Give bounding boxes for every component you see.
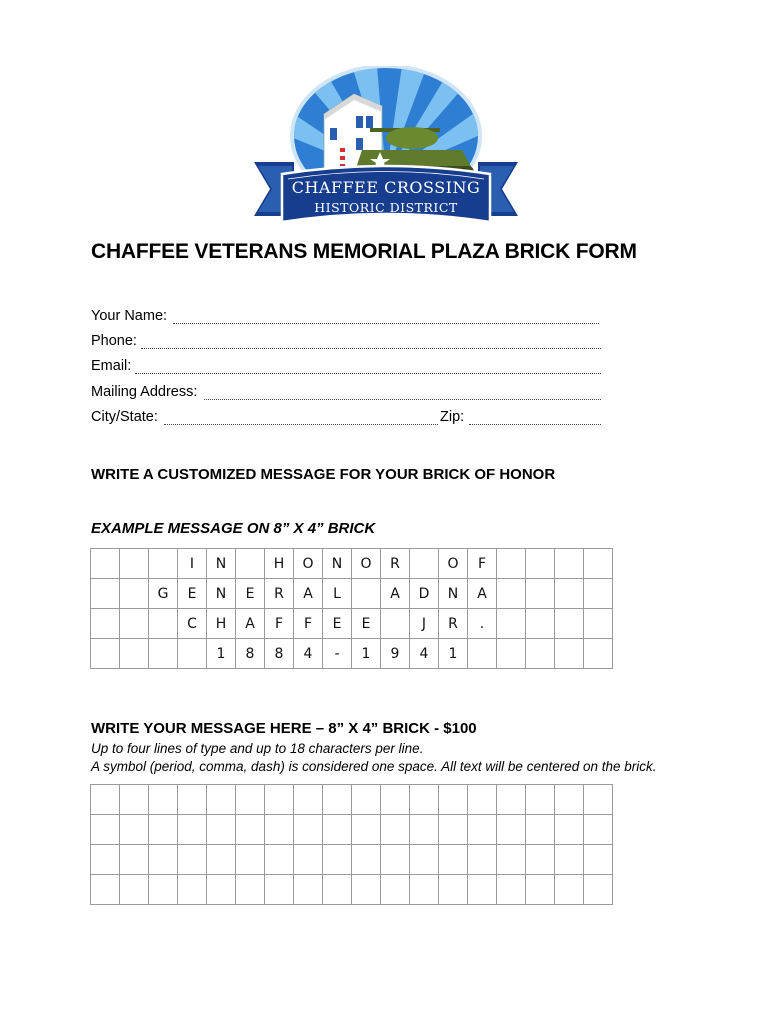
example-grid-cell [91,609,120,639]
example-grid-cell: F [468,549,497,579]
message-grid-cell[interactable] [555,875,584,905]
message-grid-cell[interactable] [236,815,265,845]
message-grid-cell[interactable] [584,785,613,815]
example-grid-cell [555,549,584,579]
message-grid-cell[interactable] [236,875,265,905]
example-grid-cell: O [294,549,323,579]
message-grid-cell[interactable] [91,785,120,815]
message-grid-cell[interactable] [207,815,236,845]
example-grid-cell [497,549,526,579]
example-grid-cell: 4 [294,639,323,669]
message-grid-cell[interactable] [265,815,294,845]
message-grid-cell[interactable] [265,785,294,815]
zip-input-line[interactable] [469,424,601,425]
message-grid-cell[interactable] [468,875,497,905]
logo-line2: HISTORIC DISTRICT [314,200,458,215]
message-grid-cell[interactable] [91,815,120,845]
example-grid-cell [120,609,149,639]
example-grid-cell: N [323,549,352,579]
example-grid-cell [584,549,613,579]
example-grid-cell: E [236,579,265,609]
example-grid-cell: R [265,579,294,609]
message-grid-cell[interactable] [207,845,236,875]
message-grid-cell[interactable] [526,785,555,815]
example-grid-cell [584,639,613,669]
example-grid-cell [120,549,149,579]
address-field[interactable] [91,384,603,404]
message-grid-cell[interactable] [468,815,497,845]
example-message-grid [90,548,613,669]
message-grid-cell[interactable] [352,875,381,905]
message-grid-cell[interactable] [555,785,584,815]
message-grid-cell[interactable] [149,875,178,905]
city-state-input-line[interactable] [164,424,438,425]
phone-field[interactable] [91,333,603,353]
example-grid-cell: A [294,579,323,609]
message-grid-cell[interactable] [439,785,468,815]
message-grid-cell[interactable] [410,815,439,845]
phone-input-line[interactable] [141,348,601,349]
message-grid-cell[interactable] [294,785,323,815]
example-grid-cell: R [381,549,410,579]
example-grid-cell [381,609,410,639]
example-grid-cell: C [178,609,207,639]
example-grid-cell: 1 [439,639,468,669]
message-grid-cell[interactable] [120,785,149,815]
example-grid-cell: - [323,639,352,669]
message-grid-cell[interactable] [381,785,410,815]
example-grid-row [91,639,613,669]
example-grid-cell: O [352,549,381,579]
message-grid-cell[interactable] [439,815,468,845]
example-grid-cell: 4 [410,639,439,669]
example-grid-cell [178,639,207,669]
example-grid-cell [236,549,265,579]
phone-label: Phone: [91,333,137,349]
message-grid-cell[interactable] [265,875,294,905]
example-grid-row [91,579,613,609]
message-grid-cell[interactable] [120,815,149,845]
example-grid-cell [526,549,555,579]
message-grid-cell[interactable] [91,875,120,905]
message-grid-cell[interactable] [120,845,149,875]
city-state-label: City/State: [91,409,158,425]
message-grid-cell[interactable] [265,845,294,875]
example-grid-cell [352,579,381,609]
example-grid-cell: O [439,549,468,579]
example-grid-cell: A [468,579,497,609]
message-grid-cell[interactable] [294,845,323,875]
message-grid-cell[interactable] [120,875,149,905]
example-grid-cell: E [178,579,207,609]
message-grid-cell[interactable] [323,815,352,845]
instruction-line-1: Up to four lines of type and up to 18 characters per line. [91,741,424,756]
message-grid-cell[interactable] [526,875,555,905]
message-grid-cell[interactable] [526,815,555,845]
message-grid-cell[interactable] [149,785,178,815]
example-grid-cell: . [468,609,497,639]
message-grid-cell[interactable] [178,845,207,875]
address-label: Mailing Address: [91,384,198,400]
example-grid-cell [584,579,613,609]
example-grid-cell [410,549,439,579]
your-message-grid[interactable] [90,784,613,905]
message-grid-cell[interactable] [323,785,352,815]
message-grid-cell[interactable] [497,785,526,815]
example-grid-cell: 1 [207,639,236,669]
example-grid-cell: 1 [352,639,381,669]
example-grid-cell [120,579,149,609]
example-grid-cell [149,639,178,669]
email-field[interactable] [91,358,603,378]
message-grid-cell[interactable] [555,815,584,845]
message-grid-cell[interactable] [381,845,410,875]
example-grid-cell: I [178,549,207,579]
message-grid-row [91,815,613,845]
message-grid-cell[interactable] [352,785,381,815]
message-grid-cell[interactable] [555,845,584,875]
message-grid-cell[interactable] [178,815,207,845]
example-grid-cell [497,609,526,639]
example-grid-cell [497,579,526,609]
message-grid-cell[interactable] [410,875,439,905]
example-grid-cell: 8 [236,639,265,669]
message-grid-cell[interactable] [439,875,468,905]
message-grid-cell[interactable] [381,875,410,905]
message-grid-cell[interactable] [178,875,207,905]
message-grid-cell[interactable] [207,875,236,905]
example-grid-cell [555,579,584,609]
example-grid-cell: R [439,609,468,639]
example-grid-cell: N [439,579,468,609]
example-grid-cell: N [207,549,236,579]
example-grid-cell: L [323,579,352,609]
message-grid-cell[interactable] [236,845,265,875]
message-grid-cell[interactable] [352,815,381,845]
logo-line1: CHAFFEE CROSSING [291,178,481,197]
message-grid-cell[interactable] [439,845,468,875]
message-grid-cell[interactable] [410,785,439,815]
example-grid-cell [584,609,613,639]
email-input-line[interactable] [135,373,601,374]
example-grid-cell [149,609,178,639]
message-grid-cell[interactable] [584,815,613,845]
example-grid-cell: D [410,579,439,609]
example-grid-cell [526,579,555,609]
example-grid-cell [149,549,178,579]
message-grid-cell[interactable] [178,785,207,815]
message-grid-cell[interactable] [526,845,555,875]
message-grid-cell[interactable] [149,815,178,845]
message-grid-cell[interactable] [497,875,526,905]
message-grid-cell[interactable] [294,875,323,905]
example-grid-cell: 9 [381,639,410,669]
message-grid-cell[interactable] [294,815,323,845]
example-grid-cell: A [236,609,265,639]
zip-label: Zip: [440,409,465,425]
example-grid-cell: H [265,549,294,579]
message-grid-cell[interactable] [149,845,178,875]
example-grid-cell: E [323,609,352,639]
city-state-field[interactable] [91,409,603,429]
example-grid-cell: E [352,609,381,639]
message-grid-cell[interactable] [468,785,497,815]
instruction-line-2: A symbol (period, comma, dash) is considered one space. All text will be centered on the brick. [91,759,657,774]
message-grid-cell[interactable] [323,875,352,905]
customize-heading: WRITE A CUSTOMIZED MESSAGE FOR YOUR BRICK OF HONOR [91,466,556,483]
example-grid-cell: N [207,579,236,609]
example-grid-cell: F [294,609,323,639]
message-grid-row [91,785,613,815]
example-grid-cell [497,639,526,669]
example-grid-cell [91,579,120,609]
example-grid-row [91,549,613,579]
message-grid-cell[interactable] [207,785,236,815]
chaffee-crossing-logo [252,66,520,234]
message-grid-cell[interactable] [497,815,526,845]
message-grid-cell[interactable] [410,845,439,875]
address-input-line[interactable] [204,399,601,400]
message-grid-cell[interactable] [584,875,613,905]
example-grid-cell [555,609,584,639]
page-title: CHAFFEE VETERANS MEMORIAL PLAZA BRICK FORM [91,240,637,263]
example-grid-cell [91,549,120,579]
example-grid-cell [91,639,120,669]
example-heading: EXAMPLE MESSAGE ON 8” X 4” BRICK [91,520,376,537]
example-grid-cell [468,639,497,669]
message-grid-cell[interactable] [236,785,265,815]
message-grid-cell[interactable] [497,845,526,875]
email-label: Email: [91,358,132,374]
example-grid-cell [555,639,584,669]
example-grid-cell [526,609,555,639]
example-grid-row [91,609,613,639]
example-grid-cell: H [207,609,236,639]
message-grid-cell[interactable] [381,815,410,845]
example-grid-cell: 8 [265,639,294,669]
name-field[interactable] [91,308,601,328]
message-grid-row [91,875,613,905]
message-grid-cell[interactable] [584,845,613,875]
example-grid-cell: J [410,609,439,639]
message-grid-cell[interactable] [91,845,120,875]
your-message-heading: WRITE YOUR MESSAGE HERE – 8” X 4” BRICK - $100 [91,720,477,737]
example-grid-cell [526,639,555,669]
message-grid-row [91,845,613,875]
message-grid-cell[interactable] [468,845,497,875]
name-input-line[interactable] [173,323,599,324]
example-grid-cell [120,639,149,669]
example-grid-cell: F [265,609,294,639]
name-label: Your Name: [91,308,168,324]
example-grid-cell: G [149,579,178,609]
example-grid-cell: A [381,579,410,609]
message-grid-cell[interactable] [323,845,352,875]
message-grid-cell[interactable] [352,845,381,875]
